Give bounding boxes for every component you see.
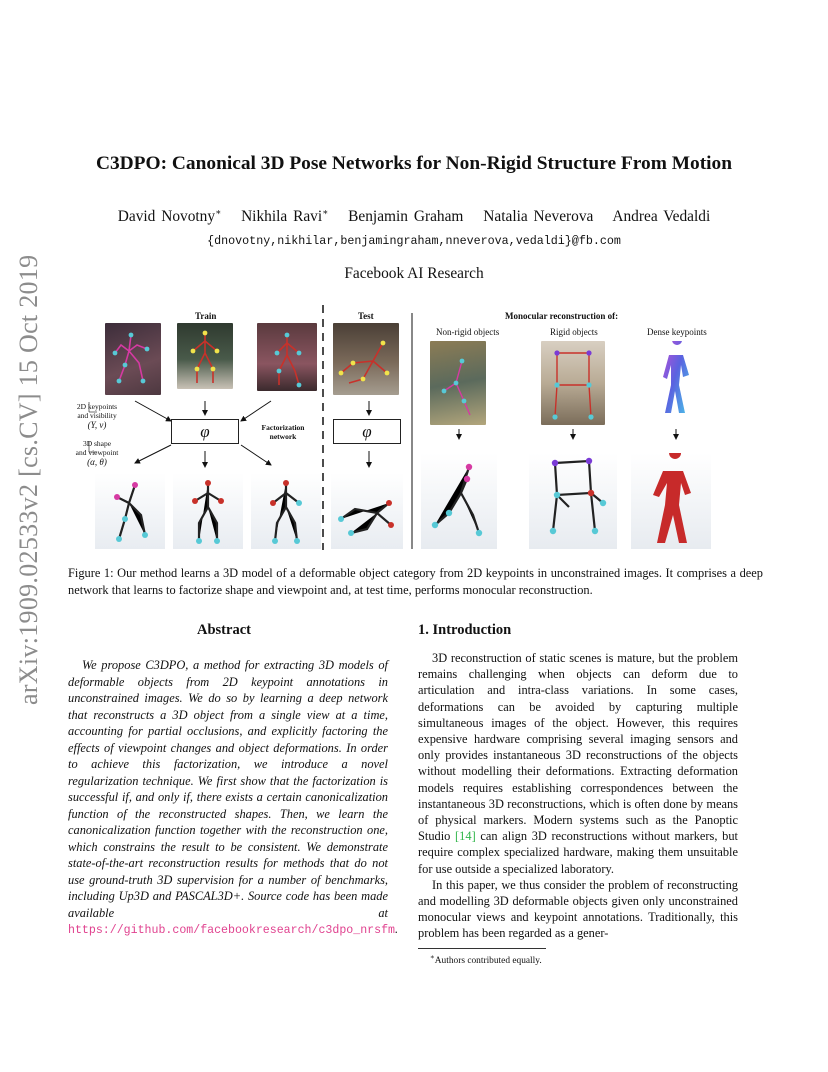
rigid-recon (529, 453, 617, 549)
dense-label: Dense keypoints (647, 327, 707, 337)
bird-skeleton-3d-icon (421, 453, 497, 549)
paper-title: C3DPO: Canonical 3D Pose Networks for Non-Rigid Structure From Motion (95, 153, 733, 174)
author-name: David Novotny (117, 208, 216, 225)
intro-body (418, 650, 738, 942)
rigid-label: Rigid objects (550, 327, 598, 337)
author-list (0, 207, 828, 226)
phi-network-box: φ (333, 419, 401, 444)
author-name: Natalia Neverova (483, 208, 594, 225)
monocular-label: Monocular reconstruction of: (505, 311, 619, 321)
phi-network-box: φ (171, 419, 239, 444)
train-recon-1 (95, 473, 165, 549)
author-name: Andrea Vedaldi (612, 208, 711, 225)
non-rigid-recon (421, 453, 497, 549)
keypoints-label: 2D keypoints and visibility (Y, v) (76, 402, 118, 430)
abstract-text: We propose C3DPO, a method for extracting 3D models of deformable objects from 2D keypoint annotations in unconstrained images. We do so by learning a deep network that reconstructs a 3D object from a single view at a time, accounting for partial occlusions, and explicitly factoring the effects of viewpoint changes and object deformations. In order to achieve this factorization, we introduce a novel regularization technique. We first show that the factorization is successful if, and only if, there exists a certain canonicalization function of the reconstructed shapes. Then, we learn the canonicalization function together with the reconstruction one, which constrains the result to be consistent. We demonstrate state-of-the-art reconstruction results for methods that do not use ground-truth 3D supervision for a number of benchmarks, including Up3D and PASCAL3D+. Source code has been made available at (68, 658, 388, 920)
dense-human-3d-icon (631, 453, 711, 549)
train-recon-3 (251, 473, 321, 549)
test-label: Test (358, 311, 374, 321)
figure-1 (75, 305, 755, 555)
skeleton-3d-icon (331, 473, 403, 549)
train-label: Train (195, 311, 217, 321)
train-recon-2 (173, 473, 243, 549)
author-name: Benjamin Graham (348, 208, 464, 225)
intro-paragraph-1: 3D reconstruction of static scenes is mature, but the problem remains challenging when objects can deform due to articulation and intra-class variations. In some cases, deformations can be avoided by capturing multiple simultaneous images of the object. However, this requires expensive hardware comprising several imaging sensors and only provides instantaneous 3D reconstructions of the objects without modelling their deformations. Extracting deformation models requires establishing correspondences between the instantaneous 3D reconstructions, which is often done by means of physical markers. Modern systems such as the Panoptic Studio [14] can align 3D reconstructions without markers, but require complex specialized hardware, making them unsuitable for use outside a specialized laboratory. (418, 651, 738, 876)
arxiv-identifier: arXiv:1909.02533v2 [cs.CV] 15 Oct 2019 (14, 254, 43, 705)
abstract-body (68, 657, 399, 940)
footnote: ∗Authors contributed equally. (430, 953, 542, 967)
abstract-heading: Abstract (197, 622, 251, 638)
intro-heading: 1. Introduction (418, 622, 512, 638)
non-rigid-label: Non-rigid objects (436, 327, 500, 337)
footnote-rule (418, 948, 546, 949)
skeleton-3d-icon (95, 473, 165, 549)
skeleton-3d-icon (173, 473, 243, 549)
equal-contribution-mark: ∗ (215, 207, 222, 217)
abstract-end: . (395, 922, 399, 936)
affiliation: Facebook AI Research (344, 265, 484, 282)
intro-paragraph-2: In this paper, we thus consider the problem of reconstructing and modelling 3D deformable objects given only unconstrained monocular views and keypoint annotations. Traditionally, this problem has been regarded as a gener- (418, 877, 738, 941)
author-emails[interactable]: {dnovotny,nikhilar,benjamingraham,nneverova,vedaldi}@fb.com (207, 234, 621, 248)
factorization-network-label: Factorization network (261, 423, 305, 441)
figure-caption: Figure 1: Our method learns a 3D model of a deformable object category from 2D keypoints in unconstrained images. It comprises a deep network that learns to factorize shape and viewpoint and, at test time, performs monocular reconstruction. (68, 566, 763, 597)
test-recon (331, 473, 403, 549)
shape-viewpoint-label: 3D shape and viewpoint (α, θ) (75, 439, 119, 467)
dense-recon (631, 453, 711, 549)
author-name: Nikhila Ravi (241, 208, 323, 225)
source-code-link[interactable]: https://github.com/facebookresearch/c3dpo_nrsfm (68, 924, 395, 937)
citation-link[interactable]: [14] (455, 829, 476, 844)
chair-skeleton-3d-icon (529, 453, 617, 549)
skeleton-3d-icon (251, 473, 321, 549)
equal-contribution-mark: ∗ (322, 207, 329, 217)
